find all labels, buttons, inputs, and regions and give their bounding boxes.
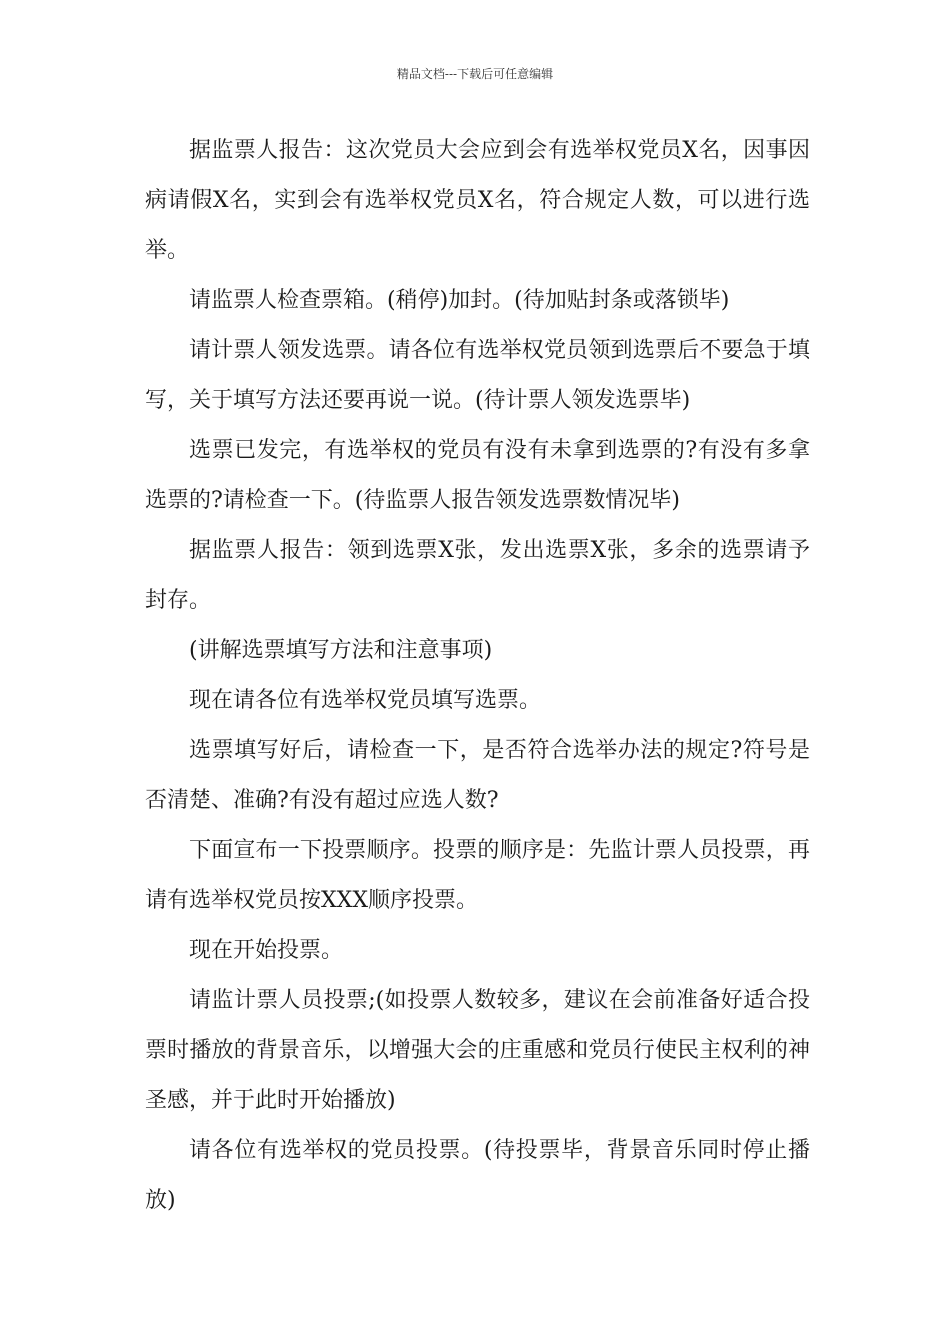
paragraph-3: 请计票人领发选票。请各位有选举权党员领到选票后不要急于填写，关于填写方法还要再说一说。(待计票人领发选票毕)	[145, 338, 810, 413]
paragraph-5: 据监票人报告：领到选票X张，发出选票X张，多余的选票请予封存。	[145, 538, 810, 613]
paragraph-7: 现在请各位有选举权党员填写选票。	[189, 688, 542, 713]
paragraph-6: (讲解选票填写方法和注意事项)	[189, 638, 493, 663]
paragraph-2: 请监票人检查票箱。(稍停)加封。(待加贴封条或落锁毕)	[189, 288, 730, 313]
paragraph-11: 请监计票人员投票;(如投票人数较多，建议在会前准备好适合投票时播放的背景音乐，以增强大会的庄重感和党员行使民主权利的神圣感，并于此时开始播放)	[145, 988, 810, 1113]
paragraph-12: 请各位有选举权的党员投票。(待投票毕，背景音乐同时停止播放)	[145, 1138, 810, 1213]
paragraph-8: 选票填写好后，请检查一下，是否符合选举办法的规定?符号是否清楚、准确?有没有超过应选人数?	[145, 738, 810, 813]
paragraph-4: 选票已发完，有选举权的党员有没有未拿到选票的?有没有多拿选票的?请检查一下。(待监票人报告领发选票数情况毕)	[145, 438, 810, 513]
page-header: 精品文档---下载后可任意编辑	[396, 67, 554, 81]
paragraph-10: 现在开始投票。	[189, 938, 344, 963]
paragraph-9: 下面宣布一下投票顺序。投票的顺序是：先监计票人员投票，再请有选举权党员按XXX顺序投票。	[145, 838, 810, 913]
paragraph-1: 据监票人报告：这次党员大会应到会有选举权党员X名，因事因病请假X名，实到会有选举权党员X名，符合规定人数，可以进行选举。	[145, 138, 810, 263]
document-body	[145, 126, 810, 1226]
